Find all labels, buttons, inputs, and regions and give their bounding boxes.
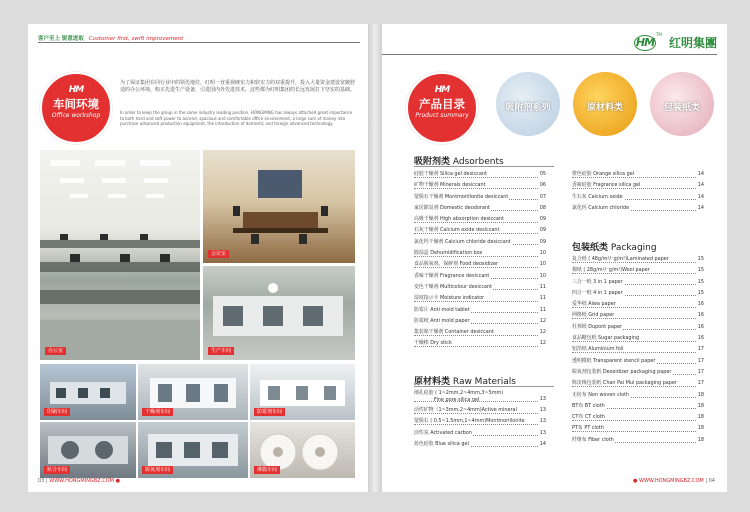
- toc-entry[interactable]: [414, 388, 546, 405]
- toc-entry-title: 爱华纸 Aiwa paper: [572, 301, 616, 308]
- toc-entry-page: 15: [697, 277, 704, 288]
- toc-entry-page: 18: [697, 401, 704, 412]
- toc-entry[interactable]: [572, 412, 704, 423]
- adsorbents-list: [414, 169, 546, 350]
- toc-entry-title: 食品糖包纸 Sugar packaging: [572, 335, 640, 342]
- toc-entry-page: 10: [539, 259, 546, 270]
- toc-entry-title: 氯化钙 Calcium chloride: [572, 204, 630, 211]
- toc-entry[interactable]: [572, 390, 704, 401]
- toc-entry-page: 11: [539, 293, 546, 304]
- toc-entry-page: 05: [539, 169, 546, 180]
- toc-entry[interactable]: [572, 333, 704, 344]
- toc-entry[interactable]: [414, 305, 546, 316]
- toc-entry[interactable]: [572, 288, 704, 299]
- toc-entry-title: 透明模纸 Transparent stencil paper: [572, 357, 656, 364]
- toc-entry-page: 18: [697, 435, 704, 446]
- left-page-number: 03: [38, 478, 45, 484]
- toc-entry[interactable]: [572, 367, 704, 378]
- toc-entry-page: 17: [697, 367, 704, 378]
- toc-entry-page: 12: [539, 338, 546, 349]
- trademark-mark: TM: [655, 32, 662, 37]
- label-office: 办公室: [45, 347, 66, 355]
- header-rule: [38, 42, 360, 43]
- toc-entry-title: 氯化钙干燥剂 Calcium chloride desiccant: [414, 238, 511, 245]
- toc-entry-page: 18: [697, 412, 704, 423]
- toc-entry-page: 15: [697, 254, 704, 265]
- toc-entry[interactable]: [414, 225, 546, 236]
- toc-entry-title: 石灰干燥剂 Calcium oxide desiccant: [414, 227, 500, 234]
- toc-entry-page: 13: [539, 405, 546, 416]
- toc-entry[interactable]: [414, 214, 546, 225]
- toc-entry-page: 13: [539, 416, 546, 427]
- toc-entry[interactable]: [414, 439, 546, 450]
- toc-entry[interactable]: [414, 203, 546, 214]
- toc-entry-page: 10: [539, 248, 546, 259]
- label-desiccant: 干燥剂车间: [142, 408, 173, 416]
- toc-entry[interactable]: [572, 203, 704, 214]
- toc-entry-page: 06: [539, 180, 546, 191]
- toc-entry-title: 生石灰 Calcium oxide: [572, 193, 623, 200]
- toc-entry-title: 除湿盒 Dehumidification box: [414, 250, 483, 257]
- intro-paragraph-cn: 为了保证集团在同行业中的领先地位，红明一直重视硬实力和软实力的双重提升，投入大量资金建设宽敞舒适的办公环境，购买先进生产设备，引进国内外先进技术，这些都为红明集团的长远发展打下坚实的基础。: [120, 80, 356, 93]
- slogan-cn: 客户至上 锐意进取: [38, 36, 84, 42]
- hm-logo: HM: [68, 85, 84, 95]
- toc-entry-page: 17: [697, 356, 704, 367]
- production-art: [203, 266, 355, 360]
- toc-entry[interactable]: [414, 293, 546, 304]
- toc-entry-title: 香味硅胶 Fragrance silica gel: [572, 182, 641, 189]
- brand-name: 红明集團: [668, 36, 717, 50]
- toc-entry-title: 干燥棒 Dry stick: [414, 340, 452, 347]
- toc-entry[interactable]: [414, 327, 546, 338]
- raw-materials-rule: [414, 386, 554, 387]
- adsorbent-circle: [494, 70, 562, 138]
- production-photo: [203, 266, 355, 360]
- brand-logo: [634, 32, 717, 52]
- toc-entry-title: PT布 PT cloth: [572, 425, 604, 432]
- toc-entry[interactable]: [572, 356, 704, 367]
- toc-entry[interactable]: [572, 277, 704, 288]
- workshop-badge: [40, 72, 112, 144]
- antimold-photo: [250, 364, 355, 420]
- packaging-circle: [648, 70, 716, 138]
- toc-entry-page: 09: [539, 237, 546, 248]
- badge-title-cn: 产品目录: [419, 97, 465, 111]
- toc-entry-title: BT布 BT cloth: [572, 402, 605, 409]
- toc-entry-page: 15: [697, 288, 704, 299]
- toc-entry-title: 高吸干燥剂 High absorption desiccant: [414, 216, 504, 223]
- toc-entry[interactable]: [414, 282, 546, 293]
- toc-entry-title: 矿物干燥剂 Minerals desiccant: [414, 182, 486, 189]
- toc-entry-title: 防霉片 Anti mold tablet: [414, 306, 470, 313]
- toc-entry-title: 三合一纸 3 in 1 paper: [572, 278, 623, 285]
- toc-entry-title: 橙色硅胶 Orange silica gel: [572, 171, 635, 177]
- toc-entry-title: 网格纸 Grid paper: [572, 312, 615, 319]
- toc-entry-page: 17: [697, 344, 704, 355]
- toc-entry[interactable]: [414, 416, 546, 427]
- toc-entry-title: 防霉纸 Anti mold paper: [414, 317, 470, 324]
- toc-entry-page: 09: [539, 225, 546, 236]
- toc-entry-page: 14: [539, 439, 546, 450]
- toc-entry[interactable]: [414, 169, 546, 180]
- right-page: [382, 24, 727, 492]
- toc-entry[interactable]: [572, 180, 704, 191]
- toc-entry-title: 四合一纸 4 in 1 paper: [572, 289, 623, 296]
- toc-entry-title: 变色干燥剂 Multicolour desiccant: [414, 283, 493, 290]
- toc-entry-page: 10: [539, 271, 546, 282]
- badge-title-cn: 车间环境: [53, 97, 99, 111]
- office-photo: [40, 150, 200, 360]
- hm-logo: HM: [434, 85, 450, 95]
- toc-entry-page: 11: [539, 282, 546, 293]
- toc-entry-page: 14: [697, 203, 704, 214]
- tape-photo: [250, 422, 355, 478]
- adsorbents-heading: 吸附剂类 Adsorbents: [414, 157, 504, 167]
- packaging-heading: 包装纸类 Packaging: [572, 243, 657, 253]
- slogan: [38, 34, 183, 42]
- hm-logo-icon: HM: [635, 35, 655, 49]
- toc-entry[interactable]: [414, 338, 546, 349]
- right-page-number: 04: [708, 478, 715, 484]
- toc-entry-title: 蓝色硅胶 Blue silica gel: [414, 440, 469, 447]
- raw-material-circle: [571, 70, 639, 138]
- toc-entry[interactable]: [572, 401, 704, 412]
- toc-entry[interactable]: [572, 435, 704, 446]
- slogan-en: Customer first, swift improvement: [88, 36, 184, 42]
- toc-entry-title: 家居除臭剂 Domestic deodorant: [414, 204, 490, 211]
- toc-entry[interactable]: [572, 192, 704, 203]
- toc-entry-title: CT布 CT cloth: [572, 414, 605, 421]
- toc-entry[interactable]: [414, 180, 546, 191]
- raw-materials-list: [414, 388, 546, 450]
- toc-entry[interactable]: [572, 310, 704, 321]
- toc-entry[interactable]: [414, 192, 546, 203]
- deoxidizer-photo: [138, 422, 248, 478]
- toc-entry-title: 细孔硅胶 ( 1~2mm,2~4mm,3~5mm) Fine pore silica gel: [414, 390, 546, 409]
- toc-entry-page: 17: [697, 378, 704, 389]
- label-composite: 贴合车间: [44, 466, 70, 474]
- toc-entry[interactable]: [414, 271, 546, 282]
- desiccant-photo: [138, 364, 248, 420]
- right-footer: ● WWW.HONGMINGBZ.COM | 04: [633, 478, 715, 484]
- toc-entry-title: 香味干燥剂 Fragrance desiccant: [414, 272, 490, 279]
- badge-title-en: Product summary: [415, 112, 469, 119]
- toc-entry-page: 16: [697, 299, 704, 310]
- toc-entry-page: 13: [539, 428, 546, 439]
- toc-entry[interactable]: [414, 237, 546, 248]
- toc-entry[interactable]: [572, 265, 704, 276]
- toc-entry[interactable]: [414, 248, 546, 259]
- right-website-link[interactable]: WWW.HONGMINGBZ.COM: [639, 478, 704, 484]
- label-meeting: 会议室: [208, 250, 229, 258]
- left-footer: 03 | WWW.HONGMINGBZ.COM ●: [38, 478, 120, 484]
- toc-entry-title: 活性炭 Activated carbon: [414, 429, 472, 436]
- page-fold: [368, 24, 382, 492]
- intro-paragraph-en: In order to keep the group in the same industry leading position, HONGMING has always attached great importance to both hard and soft power to ascend, spacious and comfortable office environment, a large sum of money into purchase advanced production equipment, the introduction of domestic and foreign advanced technology.: [120, 110, 353, 127]
- toc-entry[interactable]: [572, 254, 704, 265]
- toc-entry[interactable]: [414, 428, 546, 439]
- badge-title-en: Office workshop: [51, 112, 101, 119]
- toc-entry-page: 18: [697, 423, 704, 434]
- meeting-room-photo: [203, 150, 355, 263]
- toc-entry-title: 集装箱干燥剂 Container desiccant: [414, 329, 494, 336]
- toc-entry-page: 18: [697, 390, 704, 401]
- toc-entry-page: 09: [539, 214, 546, 225]
- label-tape: 淋膜车间: [254, 466, 280, 474]
- toc-entry-page: 11: [539, 305, 546, 316]
- toc-entry-title: 纤维布 Fiber cloth: [572, 436, 614, 443]
- header-rule-right: [382, 54, 717, 55]
- toc-entry-title: 陈皮梅包装纸 Chan Pai Mui packaging paper: [572, 380, 677, 387]
- product-badge: [406, 72, 478, 144]
- toc-entry[interactable]: [414, 259, 546, 270]
- office-photo-art: [40, 150, 200, 360]
- toc-entry[interactable]: [572, 378, 704, 389]
- adsorbents-rule: [414, 166, 554, 167]
- toc-entry-title: 棉纸 ( 28g/m²/⁻g/m²)Wool paper: [572, 267, 650, 274]
- toc-entry-page: 12: [539, 327, 546, 338]
- toc-entry-title: 无纺布 Non woven cloth: [572, 391, 630, 398]
- toc-entry[interactable]: [572, 322, 704, 333]
- toc-entry-title: 食品脱氧剂、保鲜剂 Food deoxidizer: [414, 261, 499, 268]
- toc-entry[interactable]: [572, 299, 704, 310]
- raw-materials-list-continued: [572, 169, 704, 214]
- printing-photo: [40, 364, 136, 420]
- circle-label-adsorbent: 吸附剂系列: [505, 103, 551, 113]
- toc-entry-page: 14: [697, 192, 704, 203]
- toc-entry-page: 16: [697, 322, 704, 333]
- toc-entry[interactable]: [414, 316, 546, 327]
- toc-entry-title: 杜邦纸 Dupont paper: [572, 323, 622, 330]
- label-production: 生产车间: [208, 347, 234, 355]
- toc-entry[interactable]: [572, 169, 704, 180]
- toc-entry-title: 复合纸 ( 48g/m²/⁻g/m²)Laminated paper: [572, 256, 669, 262]
- toc-entry[interactable]: [572, 344, 704, 355]
- toc-entry-page: 12: [539, 316, 546, 327]
- toc-entry-page: 16: [697, 310, 704, 321]
- toc-entry-title: 活性矿物（1~3mm,2~4mm)Active mineral: [414, 407, 517, 413]
- label-antimold: 防霉剂车间: [254, 408, 285, 416]
- circle-label-packaging: 包装纸类: [663, 103, 700, 113]
- toc-entry[interactable]: [414, 405, 546, 416]
- toc-entry-page: 13: [539, 396, 546, 402]
- meeting-room-art: [203, 150, 355, 263]
- toc-entry-page: 08: [539, 203, 546, 214]
- label-deoxidizer: 脱氧剂车间: [142, 466, 173, 474]
- toc-entry-title: 蒙脱石 ( 0.5~1.5mm,1~4mm)Montmorillonite: [414, 418, 525, 425]
- toc-entry-page: 15: [697, 265, 704, 276]
- label-printing: 印刷车间: [44, 408, 70, 416]
- left-page: [28, 24, 368, 492]
- toc-entry-title: 湿度指示卡 Moisture indicator: [414, 295, 485, 302]
- left-website-link[interactable]: WWW.HONGMINGBZ.COM: [49, 478, 114, 484]
- toc-entry-title: 硅胶干燥剂 Silica gel desiccant: [414, 171, 487, 177]
- toc-entry-page: 07: [539, 192, 546, 203]
- circle-label-raw: 原材料类: [586, 103, 623, 113]
- composite-photo: [40, 422, 136, 478]
- toc-entry[interactable]: [572, 423, 704, 434]
- packaging-list: [572, 254, 704, 446]
- toc-entry-title: 蒙脱石干燥剂 Montmorillonite desiccant: [414, 193, 509, 200]
- raw-materials-heading: 原材料类 Raw Materials: [414, 377, 516, 387]
- toc-entry-title: 铝箔纸 Aluminium foil: [572, 346, 624, 353]
- toc-entry-page: 16: [697, 333, 704, 344]
- toc-entry-page: 14: [697, 169, 704, 180]
- toc-entry-page: 14: [697, 180, 704, 191]
- toc-entry-title: 脱氧剂包装纸 Deoxidizer packaging paper: [572, 368, 672, 375]
